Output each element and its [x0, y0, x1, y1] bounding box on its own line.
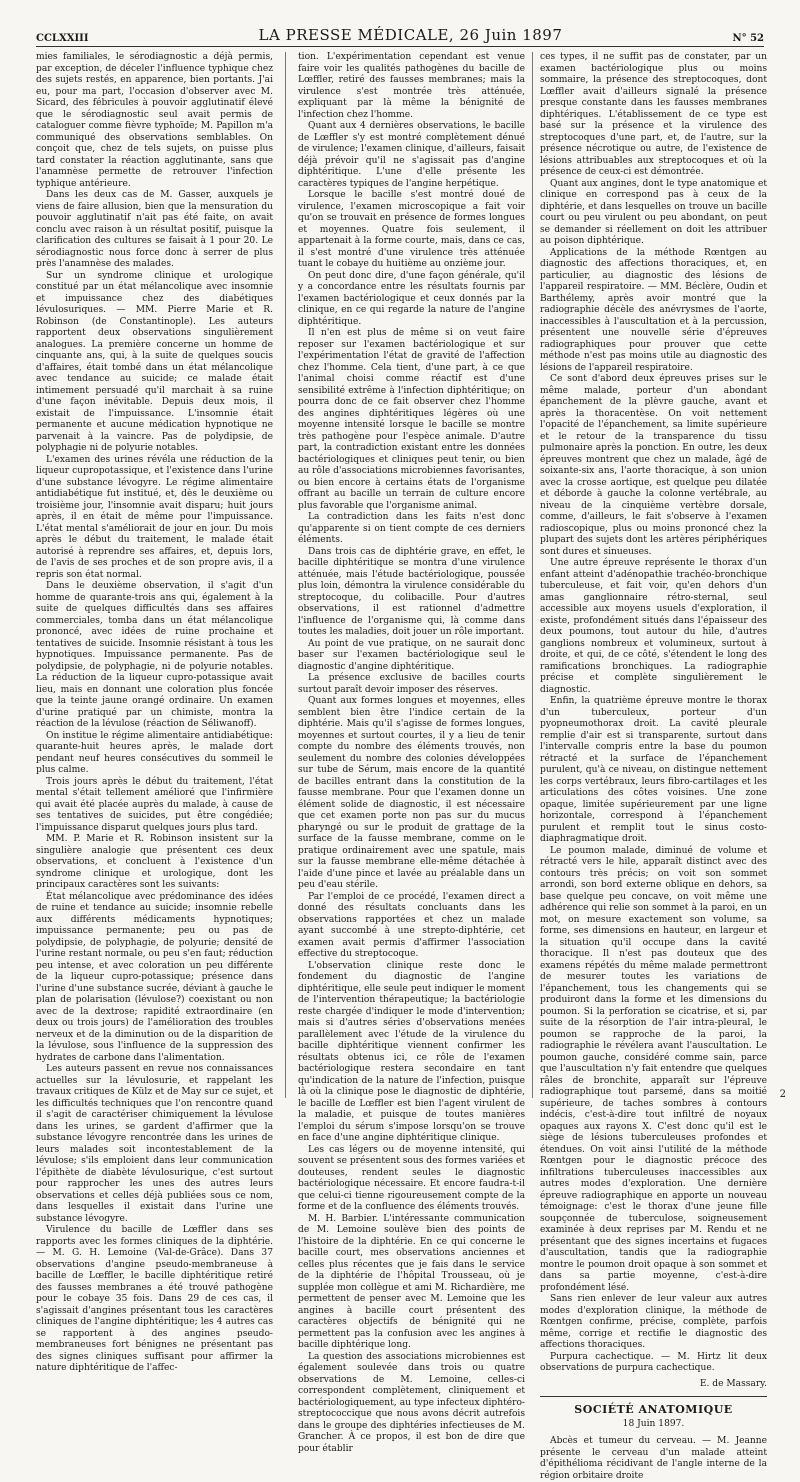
- paragraph: Sans rien enlever de leur valeur aux autres modes d'exploration clinique, la méthode de Rœntgen confirme, précise, complète, parfois même, corrige et rectifie le diagnostic des affections thoraciques.: [540, 1294, 767, 1350]
- column-3: [540, 52, 767, 1481]
- paragraph: Ce sont d'abord deux épreuves prises sur le même malade, porteur d'un abondant épanchement de la plèvre gauche, avant et après la thoracentèse. On voit nettement l'opacité de l'épanchement, sa limite supérieure et le retour de la transparence du tissu pulmonaire après la ponction. En outre, les deux épreuves montrent que chez un malade, âgé de soixante-six ans, l'aorte thoracique, à son union avec la crosse aortique, est quelque peu dilatée et déborde à gauche la colonne vertébrale, au niveau de la cinquième vertèbre dorsale, comme, d'ailleurs, le fait s'observe à l'examen radioscopique, plus ou moins prononcé chez la plupart des sujets dont les artères périphériques sont dures et sinueuses.: [540, 374, 767, 557]
- paragraph: Lorsque le bacille s'est montré doué de virulence, l'examen microscopique a fait voir qu'on se trouvait en présence de formes longues et moyennes. Quatre fois seulement, il appartenait à la forme courte, mais, dans ce cas, il s'est montré d'une virulence très atténuée tuant le cobaye du huitième au onzième jour.: [298, 190, 525, 269]
- paragraph: Enfin, la quatrième épreuve montre le thorax d'un tuberculeux, porteur d'un pyopneumothorax droit. La cavité pleurale remplie d'air est si transparente, surtout dans l'intervalle compris entre la base du poumon rétracté et la surface de l'épanchement purulent, qu'à ce niveau, on distingue nettement les corps vertébraux, leurs fibro-cartilages et les articulations des côtes voisines. Une zone opaque, limitée supérieurement par une ligne horizontale, correspond à l'épanchement purulent et remplit tout le sinus costo-diaphragmatique droit.: [540, 696, 767, 844]
- section-heading: SOCIÉTÉ ANATOMIQUE: [540, 1396, 767, 1417]
- section-date: 18 Juin 1897.: [622, 1418, 685, 1429]
- paragraph: La présence exclusive de bacilles courts surtout paraît devoir imposer des réserves.: [298, 673, 525, 695]
- column-1: [36, 52, 273, 1373]
- paragraph: Quant aux formes longues et moyennes, elles semblent bien être l'indice certain de la diphtérie. Mais qu'il s'agisse de formes longues, moyennes et surtout courtes, il y a lieu de tenir compte du nombre des éléments trouvés, non seulement du nombre des colonies développées sur tube de Sérum, mais encore de la quantité de bacilles entrant dans la constitution de la fausse membrane. Pour que l'examen donne un élément solide de diagnostic, il est nécessaire que cet examen porte non pas sur du mucus pharyngé ou sur le produit de grattage de la surface de la fausse membrane, comme on le pratique ordinairement avec une spatule, mais sur la fausse membrane elle-même détachée à l'aide d'une pince et lavée au préalable dans un peu d'eau stérile.: [298, 696, 525, 890]
- paragraph: Quant aux 4 dernières observations, le bacille de Lœffler s'y est montré complètement dénué de virulence; l'examen clinique, d'ailleurs, faisait déjà prévoir qu'il ne s'agissait pas d'angine diphtéritique. L'une d'elle présente les caractères typiques de l'angine herpétique.: [298, 121, 525, 189]
- column-rule: [532, 52, 533, 1098]
- paragraph: Quant aux angines, dont le type anatomique et clinique en correspond pas à ceux de la diphtérie, et dans lesquelles on trouve un bacille court ou peu virulent ou peu abondant, on peut se demander si réellement on doit les attribuer au poison diphtérique.: [540, 178, 767, 246]
- column-rule: [285, 52, 286, 1098]
- paragraph: Au point de vue pratique, on ne saurait donc baser sur l'examen bactériologique seul le diagnostic d'angine diphtéritique.: [298, 638, 525, 672]
- paragraph: On institue le régime alimentaire antidiabétique: quarante-huit heures après, le malade dort pendant neuf heures consécutives du sommeil le plus calme.: [36, 730, 273, 775]
- page-number: CCLXXIII: [36, 33, 89, 44]
- paragraph: Dans le deuxième observation, il s'agit d'un homme de quarante-trois ans qui, également à la suite de quelques difficultés dans ses affaires commerciales, tomba dans un état mélancolique prononcé, avec idées de ruine prochaine et tentatives de suicide. Insomnie résistant à tous les hypnotiques. Impuissance permanente. Pas de polydipsie, de polyphagie, ni de polyurie notables. La réduction de la liqueur cupro-potassique avait lieu, mais en donnant une coloration plus foncée que la teinte jaune orangé ordinaire. Un examen d'urine pratiqué par un chimiste, montra la réaction de la lévulose (réaction de Séliwanoff).: [36, 581, 273, 729]
- paragraph: Virulence du bacille de Lœffler dans ses rapports avec les formes cliniques de la diphtérie. — M. G. H. Lemoine (Val-de-Grâce). Dans 37 observations d'angine pseudo-membraneuse à bacille de Lœffler, le bacille diphtéritique retiré des fausses membranes a été trouvé pathogène pour le cobaye 35 fois. Dans 29 de ces cas, il s'agissait d'angines présentant tous les caractères cliniques de l'angine diphtéritique; les 4 autres cas se rapportent à des angines pseudo-membraneuses fort bénignes ne présentant pas des signes cliniques suffisant pour affirmer la nature diphtéritique de l'affec-: [36, 1225, 273, 1373]
- paragraph: Il n'en est plus de même si on veut faire reposer sur l'examen bactériologique et sur l'expérimentation l'état de gravité de l'affection chez l'homme. Cela tient, d'une part, à ce que l'animal choisi comme réactif est d'une sensibilité extrême à l'infection diphtéritique; on pourra donc de ce fait observer chez l'homme des angines diphtéritiques légères où une moyenne intensité lorsque le bacille se montre très pathogène pour l'espèce animale. D'autre part, la contradiction existant entre les données bactériologiques et cliniques peut tenir, ou bien au rôle d'associations microbiennes favorisantes, ou bien encore à certains états de l'organisme offrant au bacille un terrain de culture encore plus favorable que l'organisme animal.: [298, 328, 526, 511]
- paragraph: Une autre épreuve représente le thorax d'un enfant atteint d'adénopathie trachéo-bronchique tuberculeuse, et fait voir, qu'en dehors d'un amas ganglionnaire rétro-sternal, seul accessible aux moyens usuels d'exploration, il existe, profondément situés dans l'épaisseur des deux poumons, tout autour du hile, d'autres ganglions nombreux et volumineux, surtout à droite, et qui, de ce côté, s'étendent le long des ramifications bronchiques. La radiographie précise et complète singulièrement le diagnostic.: [540, 558, 767, 695]
- paragraph: L'observation clinique reste donc le fondement du diagnostic de l'angine diphtéritique, elle seule peut indiquer le moment de l'intervention thérapeutique; la bactériologie reste chargée d'indiquer le mode d'intervention; mais si d'autres séries d'observations menées parallèlement avec l'étude de la virulence du bacille diphtéritique viennent confirmer les résultats obtenus ici, ce rôle de l'examen bactériologique restera secondaire en tant qu'indication de la nature de l'infection, puisque là où la clinique pose le diagnostic de diphtérie, le bacille de Lœffler est bien l'agent virulent de la maladie, et puisque de toutes manières l'emploi du sérum s'impose lorsqu'on se trouve en face d'une angine diphtéritique clinique.: [298, 960, 525, 1143]
- paragraph: ces types, il ne suffit pas de constater, par un examen bactériologique plus ou moins sommaire, la présence des streptocoques, dont Lœffler avait d'ailleurs signalé la présence presque constante dans les fausses membranes diphtériques. L'établissement de ce type est basé sur la présence et la virulence des streptocoques d'une part, et, de l'autre, sur la présence nécrotique ou autre, de l'existence de lésions attribuables aux streptocoques et où la présence de ceux-ci est démontrée.: [540, 52, 767, 177]
- paragraph: Les cas légers ou de moyenne intensité, qui souvent se présentent sous des formes variées et douteuses, rendent seules le diagnostic bactériologique nécessaire. Et encore faudra-t-il que celui-ci tienne rigoureusement compte de la forme et de la confluence des éléments trouvés.: [298, 1144, 525, 1212]
- journal-title: LA PRESSE MÉDICALE, 26 Juin 1897: [258, 26, 563, 44]
- page-header: [36, 22, 764, 47]
- paragraph: Par l'emploi de ce procédé, l'examen direct a donné des résultats concluants dans les observations rapportées et chez un malade ayant succombé à une strepto-diphtérie, cet examen avait permis d'affirmer l'association effective du streptocoque.: [298, 891, 525, 959]
- paragraph: Dans trois cas de diphtérie grave, en effet, le bacille diphtéritique se montra d'une virulence atténuée, mais l'étude bactériologique, poussée plus loin, démontra la virulence considérable du streptocoque, du colibacille. Pour d'autres observations, il est rationnel d'admettre l'influence de l'organisme qui, là comme dans toutes les maladies, doit jouer un rôle important.: [298, 546, 525, 637]
- paragraph: Purpura cachectique. — M. Hirtz lit deux observations de purpura cachectique.: [540, 1351, 767, 1373]
- paragraph: Le poumon malade, diminué de volume et rétracté vers le hile, apparaît distinct avec des contours très précis; on voit son sommet arrondi, son bord externe oblique en dehors, sa base quelque peu concave, on voit même une adhérence qui relie son sommet à la paroi, en un mot, on mesure exactement son volume, sa forme, ses dimensions en hauteur, en largeur et la situation qu'il occupe dans la cavité thoracique. Il n'est pas douteux que des examens répétés du même malade permettront de mesurer toutes les variations de l'épanchement, tous les changements qui se produiront dans la forme et les dimensions du poumon. Si la perforation se cicatrise, et si, par suite de la résorption de l'air intra-pleural, le poumon se rapproche de la paroi, la radiographie le révélera avant l'auscultation. Le poumon gauche, considéré comme sain, parce que l'auscultation n'y fait entendre que quelques râles de bronchite, apparaît sur l'épreuve radiographique tout parsemé, dans sa moitié supérieure, de taches sombres à contours indécis, c'est-à-dire tout infiltré de noyaux opaques aux rayons X. C'est donc qu'il est le siège de lésions tuberculeuses profondes et étendues. On voit ainsi l'utilité de la méthode Rœntgen pour le diagnostic précoce des infiltrations tuberculeuses inaccessibles aux autres modes d'exploration. Une dernière épreuve radiographique en apporte un nouveau témoignage: c'est le thorax d'une jeune fille soupçonnée de tuberculose, soigneusement examinée à deux reprises par M. Rendu et ne présentant que des signes incertains et fugaces d'auscultation, tandis que la radiographie montre le poumon droit opaque à son sommet et dans sa partie moyenne, c'est-à-dire profondément lésé.: [540, 845, 767, 1293]
- paragraph: Dans les deux cas de M. Gasser, auxquels je viens de faire allusion, bien que la mensuration du pouvoir agglutinatif n'ait pas été faite, on avait conclu avec raison à un résultat positif, puisque la clarification des cultures se faisait à 1 pour 20. Le sérodiagnostic nous force donc à serrer de plus près l'anamnèse des malades.: [36, 190, 273, 269]
- paragraph: Abcès et tumeur du cerveau. — M. Jeanne présente le cerveau d'un malade atteint d'épithélioma récidivant de l'angle interne de la région orbitaire droite: [540, 1436, 767, 1481]
- page-mark: 2: [779, 1089, 786, 1100]
- paragraph: Trois jours après le début du traitement, l'état mental s'était tellement amélioré que l'infirmière qui avait été placée auprès du malade, à cause de ses tentatives de suicides, put être congédiée; l'impuissance disparut quelques jours plus tard.: [36, 776, 273, 833]
- paragraph: M. H. Barbier. L'intéressante communication de M. Lemoine soulève bien des points de l'histoire de la diphtérie. En ce qui concerne le bacille court, mes observations anciennes et celles plus récentes que je fais dans le service de la diphtérie de l'hôpital Trousseau, où je supplée mon collègue et ami M. Richardière, me permettent de penser avec M. Lemoine que les angines à bacille court présentent des caractères objectifs de bénignité qui ne permettent pas la confusion avec les angines à bacille diphtérique long.: [298, 1213, 525, 1350]
- paragraph: La question des associations microbiennes est également soulevée dans trois ou quatre observations de M. Lemoine, celles-ci correspondent complètement, cliniquement et bactériologiquement, au type infecteux diphtéro-streptococcique que nous avons décrit autrefois dans le groupe des diphtéries infectieuses de M. Grancher. À ce propos, il est bon de dire que pour établir: [298, 1351, 525, 1454]
- paragraph: MM. P. Marie et R. Robinson insistent sur la singulière analogie que présentent ces deux observations, et concluent à l'existence d'un syndrome clinique et urologique, dont les principaux caractères sont les suivants:: [36, 834, 273, 890]
- paragraph: La contradiction dans les faits n'est donc qu'apparente si on tient compte de ces derniers éléments.: [298, 512, 525, 545]
- issue-number: N° 52: [732, 33, 764, 44]
- paragraph: Applications de la méthode Rœntgen au diagnostic des affections thoraciques, et, en particulier, au diagnostic des lésions de l'appareil respiratoire. — MM. Béclère, Oudin et Barthélemy, après avoir montré que la radiographie décèle des anévrysmes de l'aorte, inaccessibles à l'auscultation et à la percussion, présentent une nouvelle série d'épreuves radiographiques pour prouver que cette méthode n'est pas moins utile au diagnostic des lésions de l'appareil respiratoire.: [540, 247, 767, 373]
- columns: [36, 52, 767, 1481]
- paragraph: On peut donc dire, d'une façon générale, qu'il y a concordance entre les résultats fournis par l'examen bactériologique et ceux donnés par la clinique, en ce qui regarde la nature de l'angine diphtéritique.: [298, 270, 525, 327]
- paragraph: Les auteurs passent en revue nos connaissances actuelles sur la lévulosurie, et rappelant les travaux critiques de Külz et de May sur ce sujet, et les difficultés techniques que l'on rencontre quand il s'agit de caractériser chimiquement la lévulose dans les urines, se gardent d'affirmer que la substance lévogyre rencontrée dans les urines de leurs malades soit incontestablement de la lévulose; s'ils emploient dans leur communication l'épithète de diabète lévulosurique, c'est surtout pour rapprocher les unes des autres leurs observations et celles déjà publiées sous ce nom, dans lesquelles il existait dans l'urine une substance lévogyre.: [36, 1064, 273, 1224]
- paragraph: tion. L'expérimentation cependant est venue faire voir les qualités pathogènes du bacille de Lœffler, retiré des fausses membranes; mais la virulence s'est montrée très atténuée, expliquant par là même la bénignité de l'infection chez l'homme.: [298, 52, 525, 120]
- paragraph: mies familiales, le sérodiagnostic a déjà permis, par exception, de déceler l'influence typhique chez des sujets restés, en apparence, bien portants. J'ai eu, pour ma part, l'occasion d'observer avec M. Sicard, des fébricules à pouvoir agglutinatif élevé que le sérodiagnostic seul avait permis de cataloguer comme fièvre typhoïde; M. Papillon m'a communiqué des observations semblables. On conçoit que, chez de tels sujets, on puisse plus tard constater la réaction agglutinante, sans que l'anamnèse permette de retrouver l'infection typhique antérieure.: [36, 52, 273, 189]
- paragraph: État mélancolique avec prédominance des idées de ruine et tendance au suicide; insomnie rebelle aux différents médicaments hypnotiques; impuissance permanente; peu ou pas de polydipsie, de polyphagie, de polyurie; densité de l'urine restant normale, ou peu s'en faut; réduction peu intense, et avec coloration un peu différente de la liqueur cupro-potassique; présence dans l'urine d'une substance sucrée, déviant à gauche le plan de polarisation (lévulose?) coexistant ou non avec de la dextrose; rapidité extraordinaire (en deux ou trois jours) de l'amélioration des troubles nerveux et de la diminution ou de la disparition de la lévulose, sous l'influence de la suppression des hydrates de carbone dans l'alimentation.: [36, 891, 273, 1063]
- paragraph: Sur un syndrome clinique et urologique constitué par un état mélancolique avec insomnie et impuissance chez des diabétiques lévulosuriques. — MM. Pierre Marie et R. Robinson (de Constantinople). Les auteurs rapportent deux observations singulièrement analogues. La première concerne un homme de cinquante ans, qui, à la suite de quelques soucis d'affaires, était tombé dans un état mélancolique avec tendance au suicide; ce malade était intimement persuadé qu'il marchait à sa ruine d'une façon inévitable. Depuis deux mois, il existait de l'impuissance. L'insomnie était permanente et aucune médication hypnotique ne parvenait à la vaincre. Pas de polydipsie, de polyphagie ni de polyurie notables.: [36, 270, 273, 453]
- paragraph: L'examen des urines révéla une réduction de la liqueur cupropotassique, et l'existence dans l'urine d'une substance lévogyre. Le régime alimentaire antidiabétique fut institué, et, dès le deuxième ou troisième jour, l'insomnie avait disparu; huit jours après, il en était de même pour l'impuissance. L'état mental s'améliorait de jour en jour. Du mois après le début du traitement, le malade était autorisé à reprendre ses affaires, et, depuis lors, de l'avis de ses proches et de son propre avis, il a repris son état normal.: [36, 454, 273, 580]
- author-signature: E. de Massary.: [699, 1378, 767, 1389]
- column-2: [298, 52, 526, 1454]
